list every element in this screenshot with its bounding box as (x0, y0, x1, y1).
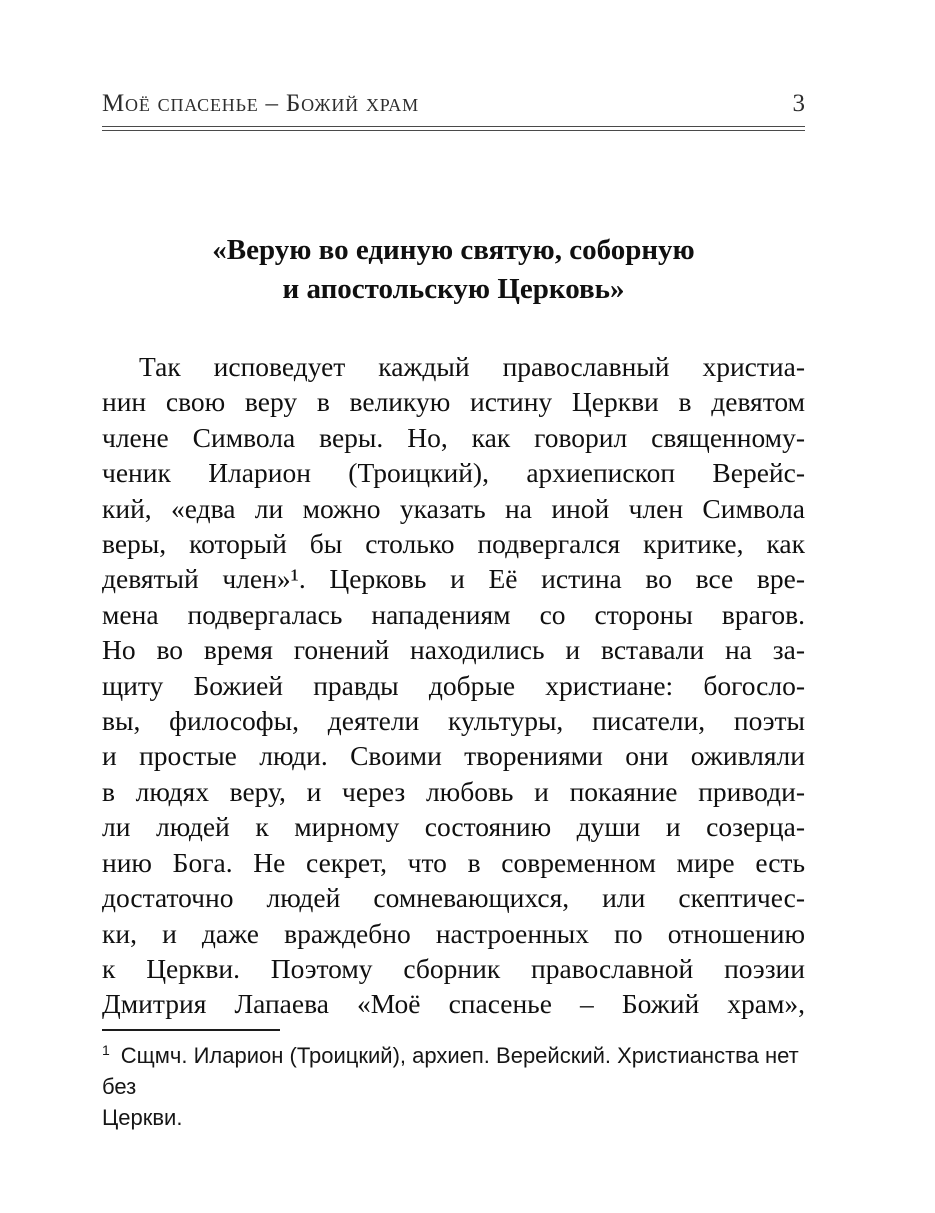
body-line: ченик Иларион (Троицкий), архиепископ Верейс- (102, 457, 805, 489)
body-line: и простые люди. Своими творениями они оживляли (102, 740, 805, 772)
running-header (102, 90, 805, 118)
running-title: Моё спасенье – Божий храм (102, 90, 419, 117)
body-line: члене Символа веры. Но, как говорил священному- (102, 421, 805, 453)
body-line: мена подвергалась нападениям со стороны врагов. (102, 598, 805, 630)
body-line: нин свою веру в великую истину Церкви в девятом (102, 386, 805, 418)
footnote-line: Церкви. (102, 1105, 183, 1130)
body-line: Дмитрия Лапаева «Моё спасенье – Божий храм», (102, 988, 805, 1020)
footnote-separator (102, 1029, 280, 1031)
body-line: Так исповедует каждый православный христиа- (139, 351, 805, 382)
body-line: девятый член»¹. Церковь и Её истина во все вре- (102, 563, 805, 595)
footnote (102, 1040, 805, 1133)
page-number: 3 (792, 90, 805, 117)
body-line: вы, философы, деятели культуры, писатели, поэты (102, 705, 805, 737)
body-line: к Церкви. Поэтому сборник православной поэзии (102, 952, 805, 984)
body-line: нию Бога. Не секрет, что в современном мире есть (102, 846, 805, 878)
footnote-text: Сщмч. Иларион (Троицкий), архиеп. Верейский. Христианства нет без (102, 1043, 799, 1099)
footnote-line (102, 1040, 805, 1102)
body-line: ли людей к мирному состоянию души и созерца- (102, 811, 805, 843)
body-line: веры, который бы столько подвергался критике, как (102, 528, 805, 560)
body-line: в людях веру, и через любовь и покаяние приводи- (102, 775, 805, 807)
body-line: кий, «едва ли можно указать на иной член Символа (102, 492, 805, 524)
header-rule (102, 126, 805, 131)
section-title-line-1: «Верую во единую святую, соборную (212, 234, 695, 266)
body-paragraph (102, 349, 805, 1022)
body-line: Но во время гонений находились и вставали на за- (102, 634, 805, 666)
body-line: щиту Божией правды добрые христиане: богосло- (102, 669, 805, 701)
body-line: ки, и даже враждебно настроенных по отношению (102, 917, 805, 949)
section-title-line-2: и апостольскую Церковь» (282, 273, 625, 305)
section-title (102, 231, 805, 309)
body-line: достаточно людей сомневающихся, или скептичес- (102, 882, 805, 914)
footnote-marker: 1 (102, 1041, 110, 1058)
